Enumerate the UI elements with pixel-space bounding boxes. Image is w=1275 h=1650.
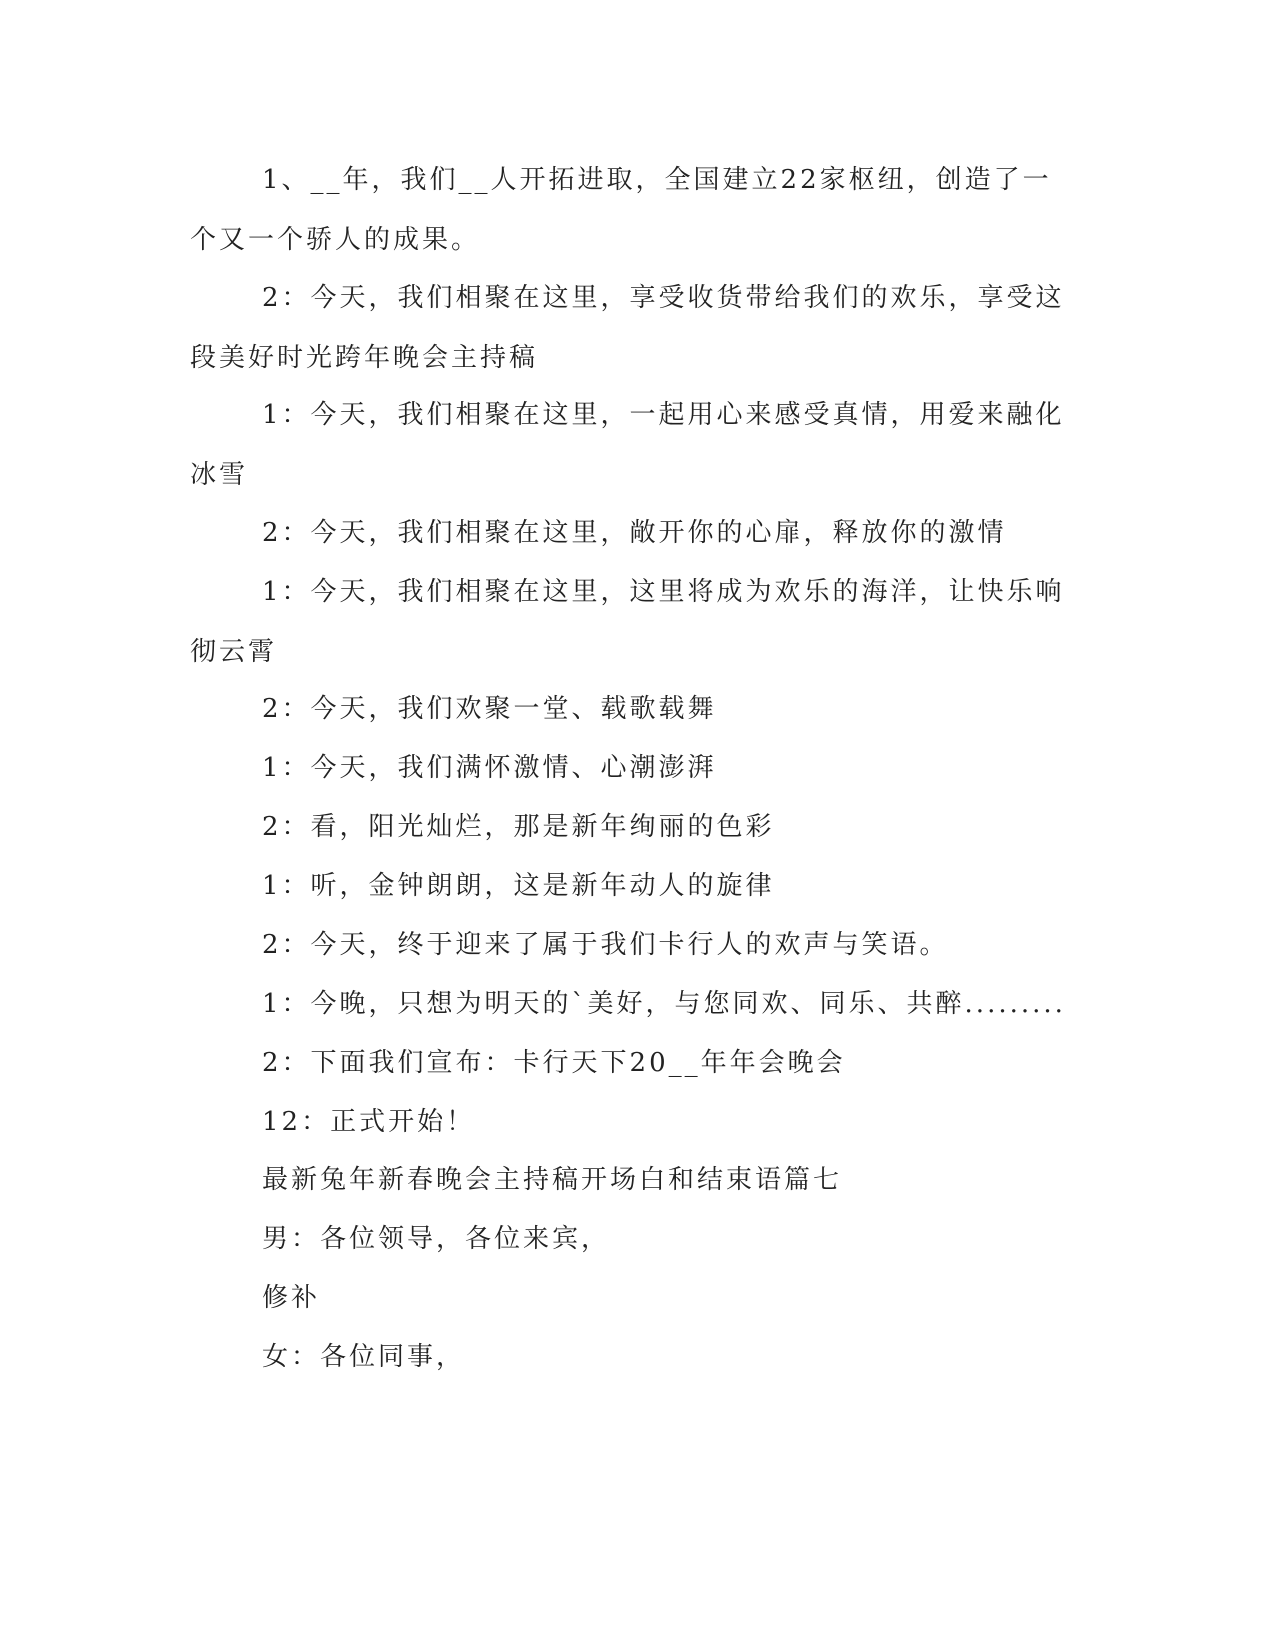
paragraph-10: 2：今天，终于迎来了属于我们卡行人的欢声与笑语。 (262, 930, 949, 960)
paragraph-11: 1：今晚，只想为明天的`美好，与您同欢、同乐、共醉......... (262, 989, 1066, 1019)
paragraph-3: 1：今天，我们相聚在这里，一起用心来感受真情，用爱来融化冰雪 (190, 400, 1065, 490)
section-heading: 最新兔年新春晚会主持稿开场白和结束语篇七 (262, 1165, 843, 1195)
paragraph-12: 2：下面我们宣布：卡行天下20__年年会晚会 (262, 1048, 846, 1078)
paragraph-17: 女：各位同事， (262, 1342, 466, 1372)
paragraph-1: 1、__年，我们__人开拓进取，全国建立22家枢纽，创造了一个又一个骄人的成果。 (190, 165, 1052, 255)
paragraph-6: 2：今天，我们欢聚一堂、载歌载舞 (262, 694, 717, 724)
paragraph-7: 1：今天，我们满怀激情、心潮澎湃 (262, 753, 717, 783)
paragraph-9: 1：听，金钟朗朗，这是新年动人的旋律 (262, 871, 775, 901)
paragraph-16: 修补 (262, 1283, 321, 1313)
paragraph-13: 12：正式开始！ (262, 1107, 476, 1137)
paragraph-5: 1：今天，我们相聚在这里，这里将成为欢乐的海洋，让快乐响彻云霄 (190, 577, 1065, 667)
paragraph-4: 2：今天，我们相聚在这里，敞开你的心扉，释放你的激情 (262, 518, 1007, 548)
paragraph-2: 2：今天，我们相聚在这里，享受收货带给我们的欢乐，享受这段美好时光跨年晚会主持稿 (190, 283, 1065, 373)
paragraph-8: 2：看，阳光灿烂，那是新年绚丽的色彩 (262, 812, 775, 842)
paragraph-15: 男：各位领导，各位来宾， (262, 1224, 611, 1254)
